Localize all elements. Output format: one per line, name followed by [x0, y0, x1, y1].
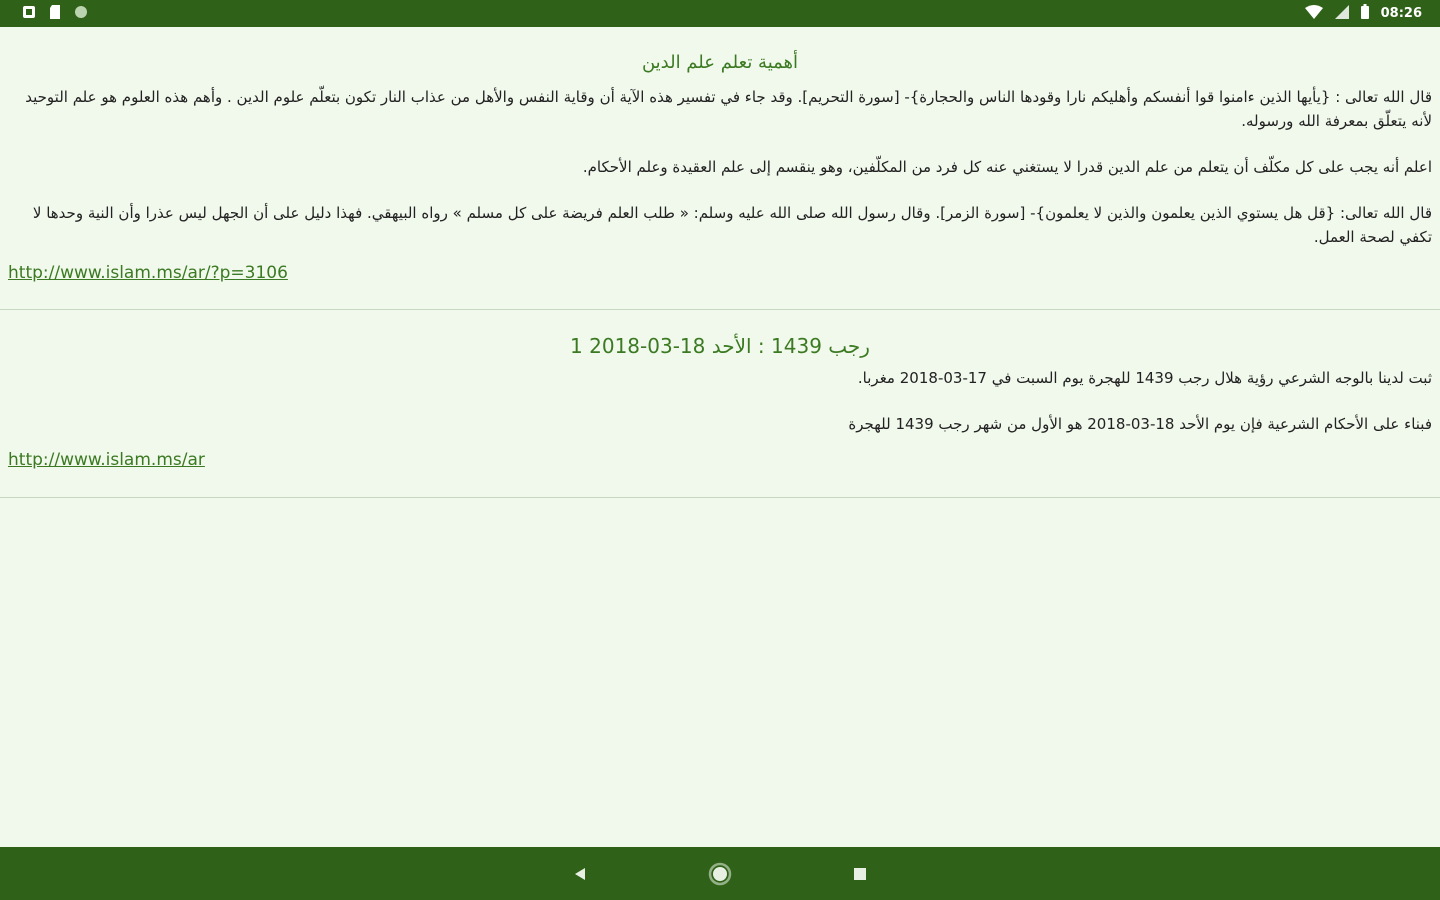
card-paragraph: فبناء على الأحكام الشرعية فإن يوم الأحد 18-03-2018 هو الأول من شهر رجب 1439 للهجرة — [848, 415, 1432, 433]
status-bar — [0, 0, 1440, 27]
status-bar-left — [22, 4, 88, 24]
notification-icon — [22, 5, 36, 23]
home-icon[interactable] — [708, 862, 732, 886]
sync-icon — [74, 5, 88, 23]
card-paragraph: ثبت لدينا بالوجه الشرعي رؤية هلال رجب 1439 للهجرة يوم السبت في 17-03-2018 مغربا. — [857, 369, 1432, 387]
sd-card-icon — [48, 4, 62, 24]
content-list[interactable] — [0, 27, 1440, 847]
recents-icon[interactable] — [852, 866, 868, 882]
signal-icon — [1335, 5, 1349, 23]
card-title: أهمية تعلم علم الدين — [641, 52, 799, 73]
card-link[interactable]: http://www.islam.ms/ar/?p=3106 — [8, 263, 288, 283]
list-item[interactable] — [0, 27, 1440, 310]
back-icon[interactable] — [572, 866, 588, 882]
card-paragraph: قال الله تعالى : {يأيها الذين ءامنوا قوا أنفسكم وأهليكم نارا وقودها الناس والحجارة}- [سورة التحريم]. وقد جاء في تفسير هذه الآية أن وقاية النفس والأهل من عذاب النار تكون بتعلّم علوم الدين . وأهم هذه العلوم هو علم التوحيد لأنه يتعلّق بمعرفة الله ورسوله. — [25, 88, 1432, 130]
wifi-icon — [1305, 5, 1323, 23]
card-link[interactable]: http://www.islam.ms/ar — [8, 450, 205, 470]
status-time: 08:26 — [1380, 6, 1422, 21]
card-paragraph: اعلم أنه يجب على كل مكلّف أن يتعلم من علم الدين قدرا لا يستغني عنه كل فرد من المكلّفين، وهو ينقسم إلى علم العقيدة وعلم الأحكام. — [582, 158, 1432, 176]
battery-icon — [1361, 4, 1369, 23]
navigation-bar — [0, 847, 1440, 900]
card-title: 1 رجب 1439 : الأحد 18-03-2018 — [570, 334, 870, 358]
list-item[interactable] — [0, 310, 1440, 498]
status-bar-right — [1305, 4, 1422, 23]
card-paragraph: قال الله تعالى: {قل هل يستوي الذين يعلمون والذين لا يعلمون}- [سورة الزمر]. وقال رسول الله صلى الله عليه وسلم: « طلب العلم فريضة على كل مسلم » رواه البيهقي. فهذا دليل على أن الجهل ليس عذرا وأن النية وحدها لا تكفي لصحة العمل. — [32, 204, 1432, 246]
